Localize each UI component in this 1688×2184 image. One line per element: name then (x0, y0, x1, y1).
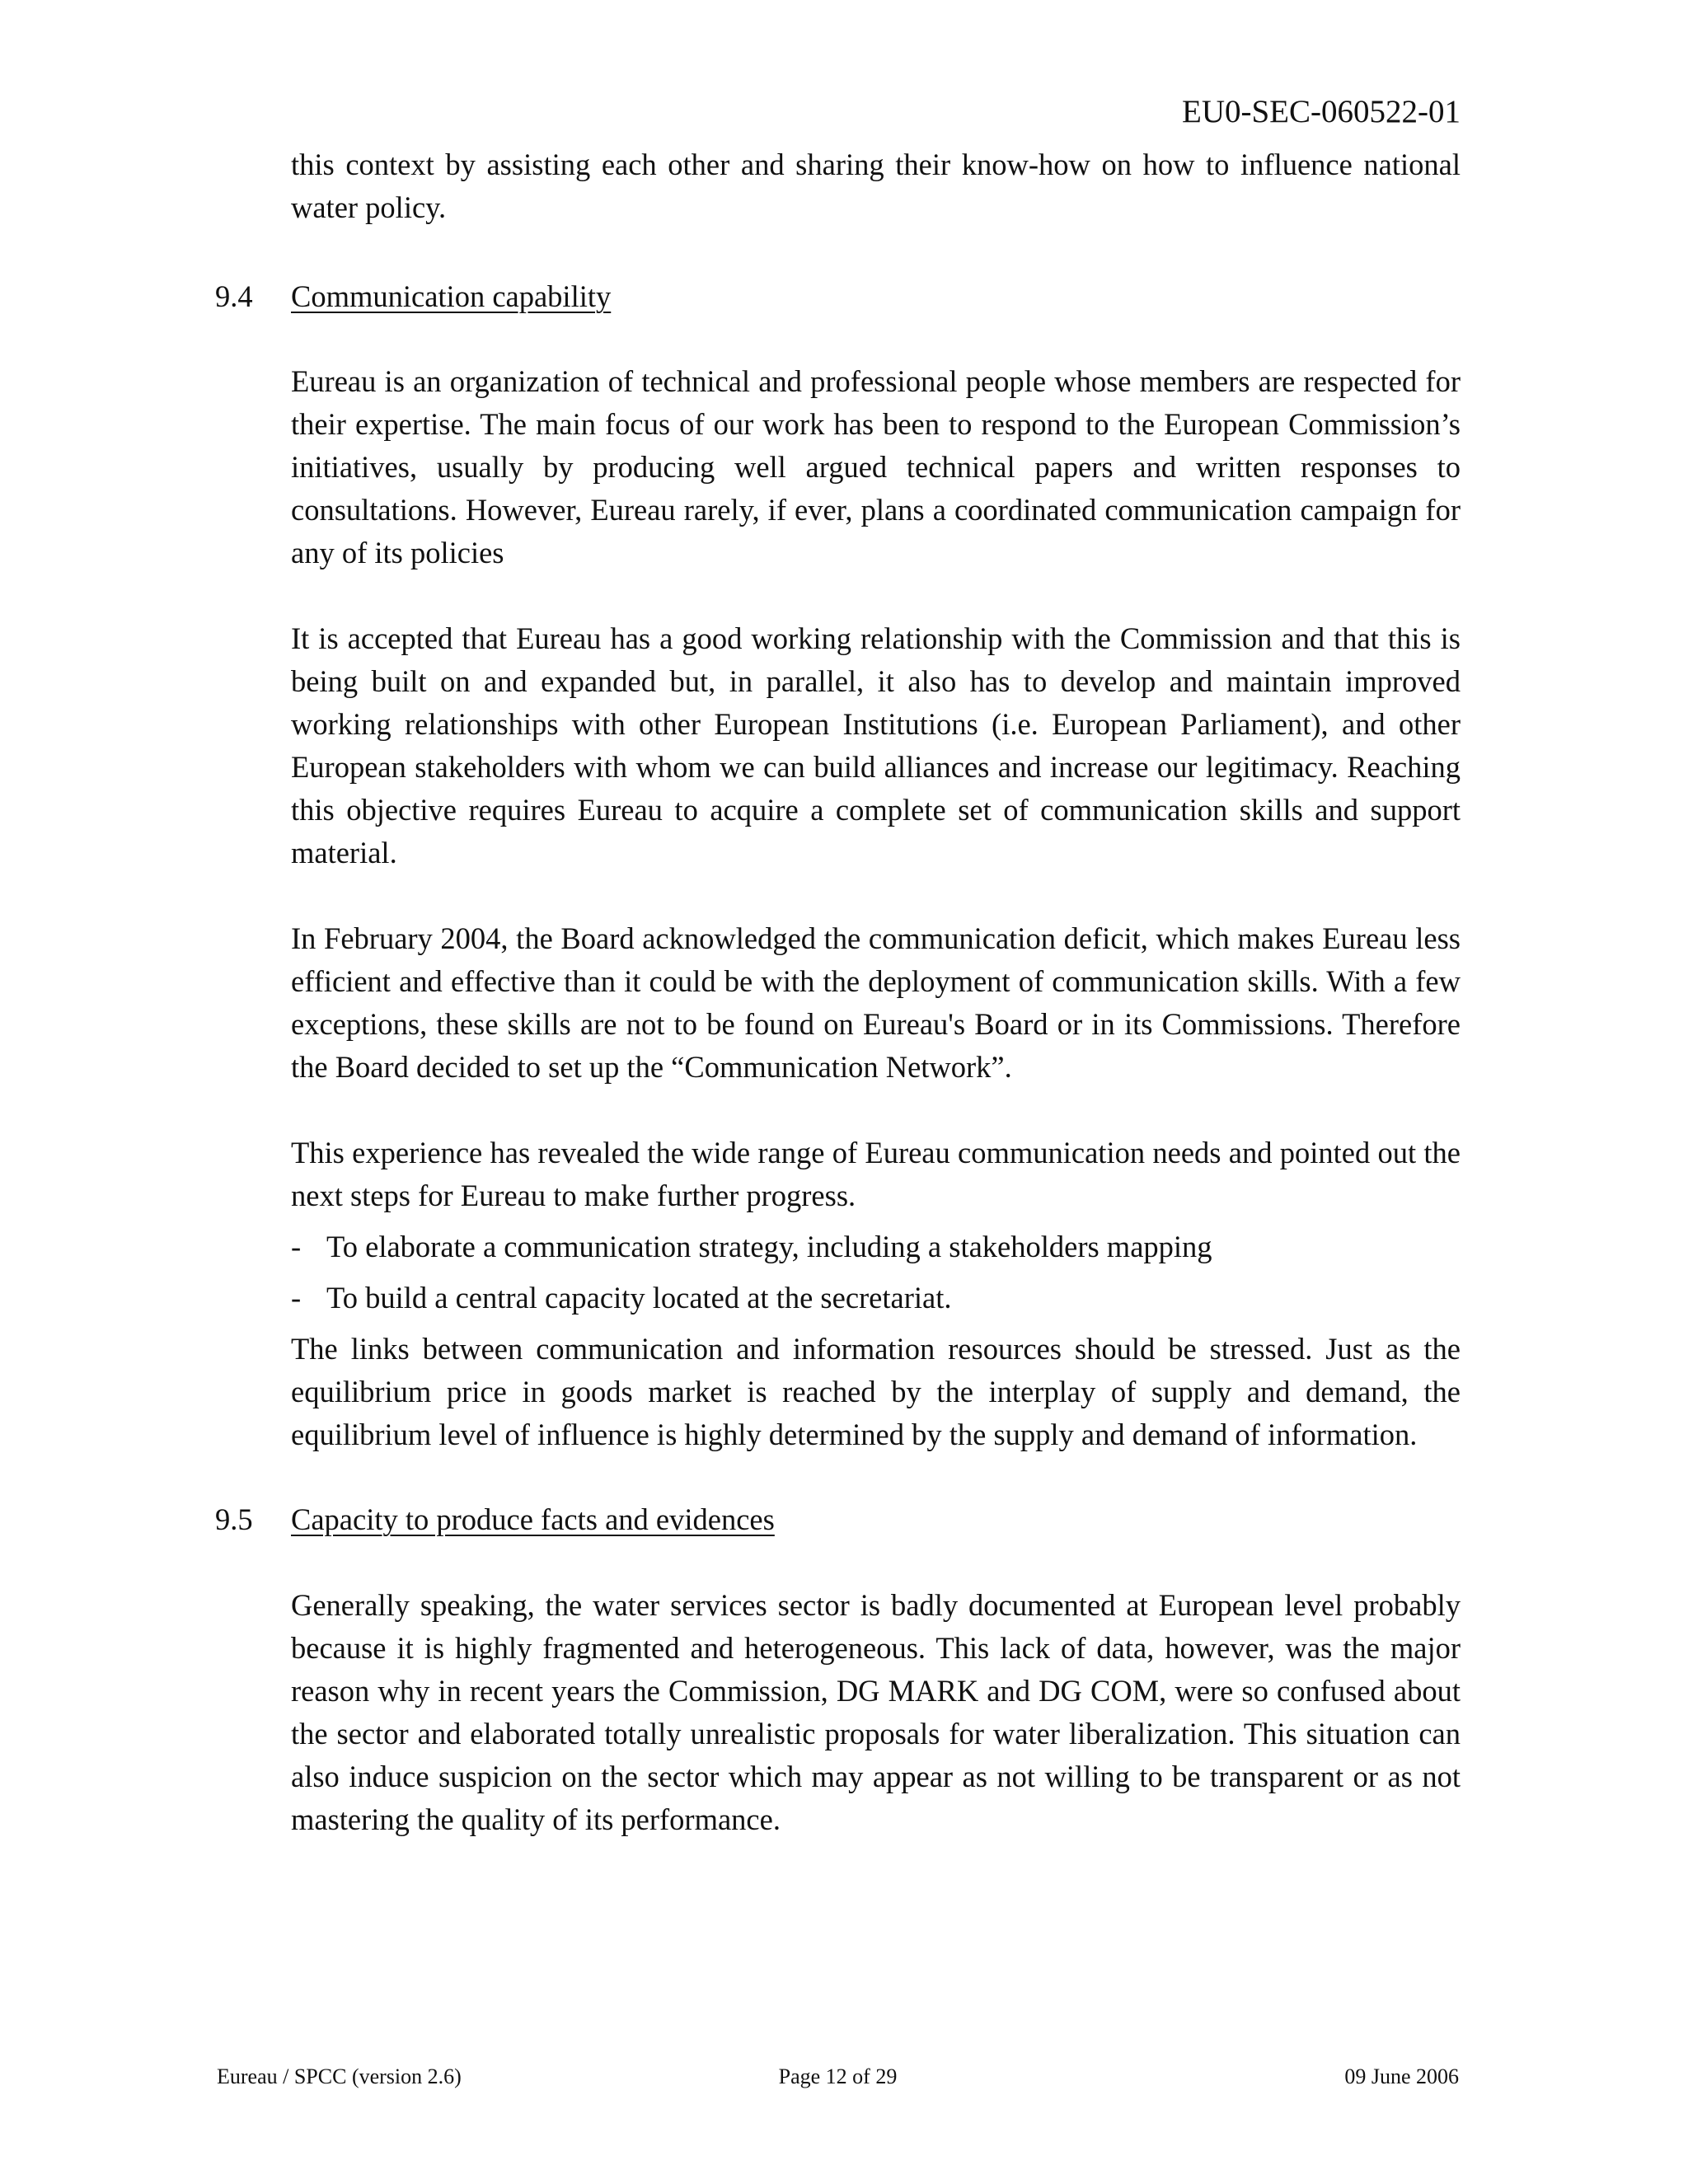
list-item-text: To elaborate a communication strategy, including a stakeholders mapping (326, 1230, 1212, 1263)
paragraph: this context by assisting each other and sharing their know-how on how to influence national water policy. (291, 148, 1461, 224)
list-item-text: To build a central capacity located at the secretariat. (326, 1281, 952, 1315)
paragraph: In February 2004, the Board acknowledged the communication deficit, which makes Eureau less efficient and effective than it could be with the deployment of communication skills. With a few exceptions, these skills are not to be found on Eureau's Board or in its Commissions. Therefore the Board decided to set up the “Communication Network”. (291, 921, 1461, 1084)
paragraph: This experience has revealed the wide range of Eureau communication needs and pointed out the next steps for Eureau to make further progress. (291, 1136, 1461, 1212)
section-9-5-body (291, 1584, 1461, 1841)
paragraph: It is accepted that Eureau has a good working relationship with the Commission and that this is being built on and expanded but, in parallel, it also has to develop and maintain improved working relationships with other European Institutions (i.e. European Parliament), and other European stakeholders with whom we can build alliances and increase our legitimacy. Reaching this objective requires Eureau to acquire a complete set of communication skills and support material. (291, 621, 1461, 869)
paragraph: Generally speaking, the water services sector is badly documented at European level probably because it is highly fragmented and heterogeneous. This lack of data, however, was the major reason why in recent years the Commission, DG MARK and DG COM, were so confused about the sector and elaborated totally unrealistic proposals for water liberalization. This situation can also induce suspicion on the sector which may appear as not willing to be transparent or as not mastering the quality of its performance. (291, 1588, 1461, 1836)
page-footer (217, 2060, 1459, 2093)
footer-page-number: Page 12 of 29 (778, 2064, 898, 2088)
section-number: 9.4 (215, 279, 253, 313)
section-9-4-body (291, 360, 1461, 1456)
section-number: 9.5 (215, 1502, 253, 1536)
continuation-paragraph (291, 143, 1461, 229)
document-reference: EU0-SEC-060522-01 (1182, 94, 1461, 129)
section-title: Communication capability (291, 279, 612, 313)
paragraph: The links between communication and information resources should be stressed. Just as the equilibrium price in goods market is reached by the interplay of supply and demand, the equilibrium level of influence is highly determined by the supply and demand of information. (291, 1332, 1461, 1451)
list-item: - To elaborate a communication strategy, including a stakeholders mapping (291, 1230, 1212, 1263)
section-title: Capacity to produce facts and evidences (291, 1502, 775, 1536)
section-heading-9-5 (215, 1498, 775, 1541)
paragraph: Eureau is an organization of technical and professional people whose members are respected for their expertise. The main focus of our work has been to respond to the European Commission’s initiatives, usually by producing well argued technical papers and written responses to consultations. However, Eureau rarely, if ever, plans a coordinated communication campaign for any of its policies (291, 364, 1461, 569)
bullet-list (0, 1226, 1461, 1319)
footer-document-version: Eureau / SPCC (version 2.6) (217, 2064, 462, 2088)
list-item: - To build a central capacity located at the secretariat. (291, 1281, 952, 1315)
section-heading-9-4 (215, 275, 611, 318)
footer-date: 09 June 2006 (1344, 2064, 1459, 2088)
